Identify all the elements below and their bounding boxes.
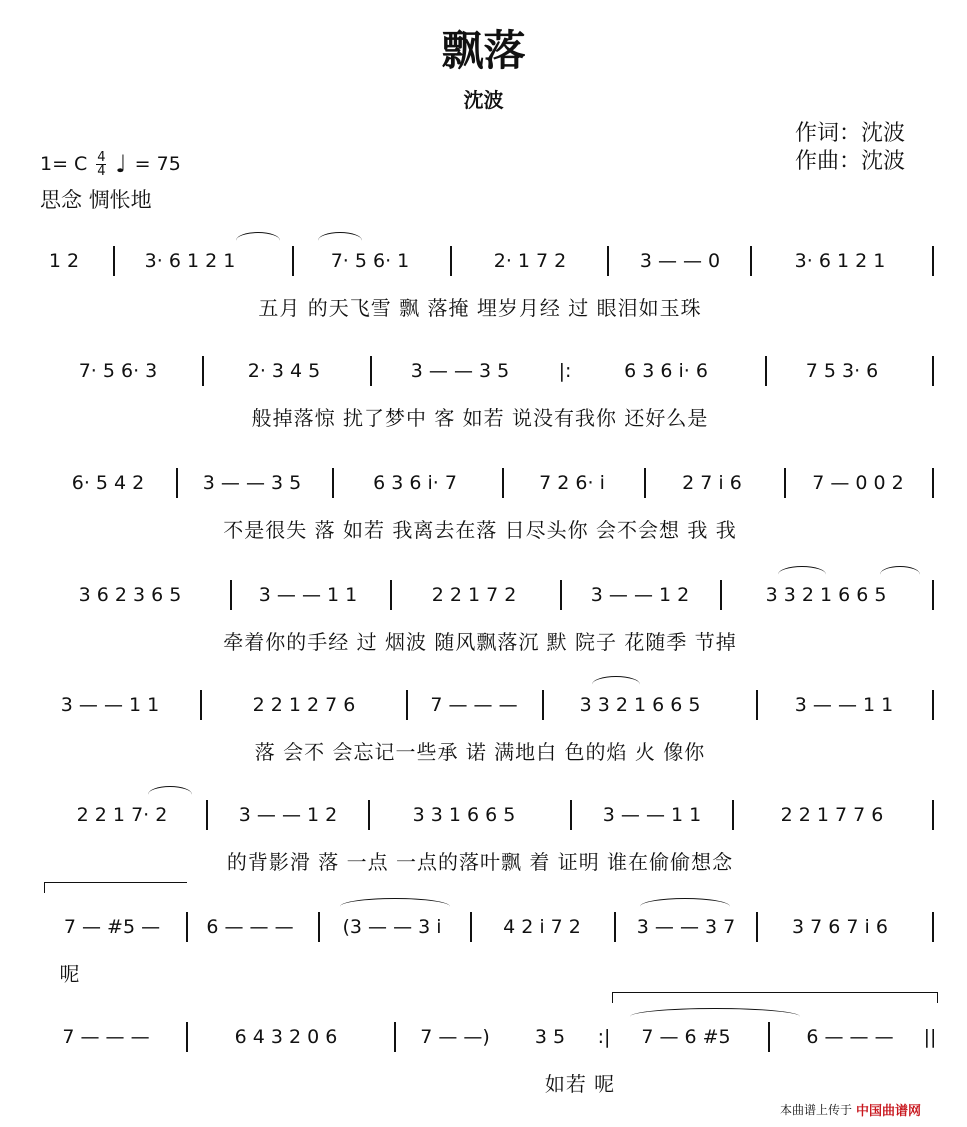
bar-line [292, 246, 294, 276]
notes-group: 7 — — — [62, 1026, 150, 1048]
notes-group: 3 3 2 1 6 6 5 [765, 584, 887, 606]
notes-group: 3 — — 0 [639, 250, 721, 272]
volta-2-bracket [612, 992, 938, 1003]
bar-line [206, 800, 208, 830]
notes-line-8 [40, 1022, 940, 1066]
bar-line [784, 468, 786, 498]
notes-group: 3· 6 1 2 1 [794, 250, 886, 272]
notes-group: 3 3 2 1 6 6 5 [579, 694, 701, 716]
notes-group: 3 7 6 7 i 6 [792, 916, 888, 938]
notes-line-3 [40, 468, 940, 512]
time-signature [96, 151, 106, 178]
lyrics-text: 呢 [59, 962, 81, 986]
time-numerator: 4 [97, 149, 106, 165]
notes-group: 2 2 1 7 2 [431, 584, 517, 606]
bar-line [318, 912, 320, 942]
song-subtitle: 沈波 [463, 88, 504, 112]
bar-line [560, 580, 562, 610]
upload-footer [780, 1100, 921, 1119]
bar-line [502, 468, 504, 498]
notes-group: 1 2 [48, 250, 80, 272]
notes-group: 3· 6 1 2 1 [144, 250, 236, 272]
bar-line [542, 690, 544, 720]
composer-credit: 作曲：沈波 [795, 149, 906, 174]
bar-line [450, 246, 452, 276]
bar-line [932, 246, 934, 276]
notes-group: 7 — 6 #5 [641, 1026, 731, 1048]
lyrics-text: 的背影滑 落 一点 一点的落叶飘 着 证明 谁在偷偷想念 [226, 850, 734, 874]
notes-group: 3 — — 1 1 [60, 694, 160, 716]
notes-group: 7 — #5 — [63, 916, 161, 938]
notes-group: 6· 5 4 2 [71, 472, 145, 494]
notes-group: 3 — — 3 5 [202, 472, 302, 494]
notes-group: 7 5 3· 6 [805, 360, 879, 382]
notes-group: 7 — 0 0 2 [812, 472, 904, 494]
bar-line [756, 912, 758, 942]
bar-line [186, 1022, 188, 1052]
bar-line [200, 690, 202, 720]
notes-group: 2· 1 7 2 [493, 250, 567, 272]
bar-line [614, 912, 616, 942]
lyrics-text: 不是很失 落 如若 我离去在落 日尽头你 会不会想 我 我 [223, 518, 737, 542]
bar-line [932, 468, 934, 498]
lyrics-line-3 [40, 514, 940, 542]
lyrics-text: 如若 呢 [544, 1072, 616, 1096]
bar-line [932, 580, 934, 610]
notes-line-7 [40, 912, 940, 956]
bar-line [406, 690, 408, 720]
lyrics-text: 落 会不 会忘记一些承 诺 满地白 色的焰 火 像你 [254, 740, 706, 764]
notes-group: 3 — — 3 5 [410, 360, 510, 382]
lyrics-line-6 [40, 846, 940, 874]
bar-line [768, 1022, 770, 1052]
notes-group: 6 3 6 i· 7 [373, 472, 457, 494]
repeat-start: |: [558, 360, 572, 382]
notes-group: 3 5 [534, 1026, 566, 1048]
lyrics-text: 五月 的天飞雪 飘 落掩 埋岁月经 过 眼泪如玉珠 [258, 296, 702, 320]
notes-group: 3 6 2 3 6 5 [78, 584, 182, 606]
volta-1-bracket [44, 882, 187, 893]
time-denominator: 4 [97, 163, 106, 179]
tempo-value: = 75 [134, 153, 181, 175]
slur [592, 676, 640, 693]
bar-line [732, 800, 734, 830]
notes-group: 3 — — 3 7 [636, 916, 736, 938]
footer-text: 本曲谱上传于 [780, 1103, 853, 1117]
key-signature [40, 150, 181, 178]
notes-group: 7 — — — [430, 694, 518, 716]
bar-line [202, 356, 204, 386]
slur [778, 566, 826, 583]
lyricist-credit: 作词：沈波 [795, 121, 906, 146]
slur [640, 898, 730, 915]
notes-group: 2 2 1 7 7 6 [780, 804, 884, 826]
lyrics-line-2 [40, 402, 940, 430]
notes-group: 4 2 i 7 2 [503, 916, 581, 938]
quarter-note-icon: ♩ [115, 150, 127, 178]
bar-line [470, 912, 472, 942]
bar-line [332, 468, 334, 498]
notes-group: (3 — — 3 i [342, 916, 442, 938]
bar-line [644, 468, 646, 498]
bar-line [932, 912, 934, 942]
notes-group: 3 — — 1 1 [258, 584, 358, 606]
lyrics-line-5 [40, 736, 940, 764]
final-barline: || [923, 1026, 937, 1048]
bar-line [932, 356, 934, 386]
notes-line-6 [40, 800, 940, 844]
notes-group: 7· 5 6· 3 [78, 360, 158, 382]
expression-mark: 思念 惆怅地 [40, 188, 152, 212]
notes-line-1 [40, 246, 940, 290]
repeat-end: :| [597, 1026, 611, 1048]
slur [318, 232, 362, 249]
notes-group: 7· 5 6· 1 [330, 250, 410, 272]
notes-line-5 [40, 690, 940, 734]
notes-line-2 [40, 356, 940, 400]
bar-line [932, 690, 934, 720]
notes-group: 3 3 1 6 6 5 [412, 804, 516, 826]
slur [236, 232, 280, 249]
bar-line [390, 580, 392, 610]
slur [630, 1008, 800, 1025]
notes-group: 2 2 1 2 7 6 [252, 694, 356, 716]
bar-line [932, 800, 934, 830]
bar-line [176, 468, 178, 498]
bar-line [394, 1022, 396, 1052]
lyrics-line-1 [40, 292, 940, 320]
notes-group: 3 — — 1 1 [602, 804, 702, 826]
notes-group: 3 — — 1 2 [238, 804, 338, 826]
lyrics-line-8 [40, 1068, 940, 1096]
notes-group: 2 2 1 7· 2 [76, 804, 168, 826]
notes-group: 7 2 6· i [539, 472, 605, 494]
notes-line-4 [40, 580, 940, 624]
lyrics-text: 牵着你的手经 过 烟波 随风飘落沉 默 院子 花随季 节掉 [223, 630, 737, 654]
notes-group: 3 — — 1 1 [794, 694, 894, 716]
bar-line [750, 246, 752, 276]
bar-line [720, 580, 722, 610]
lyrics-text: 般掉落惊 扰了梦中 客 如若 说没有我你 还好么是 [251, 406, 709, 430]
site-logo: 中国曲谱网 [856, 1104, 922, 1119]
song-title: 飘落 [441, 26, 526, 75]
bar-line [370, 356, 372, 386]
notes-group: 6 — — — [806, 1026, 894, 1048]
notes-group: 6 3 6 i· 6 [624, 360, 708, 382]
lyrics-line-4 [40, 626, 940, 654]
notes-group: 2 7 i 6 [682, 472, 742, 494]
bar-line [230, 580, 232, 610]
notes-group: 6 4 3 2 0 6 [234, 1026, 338, 1048]
notes-group: 7 — —) [420, 1026, 490, 1048]
bar-line [570, 800, 572, 830]
bar-line [186, 912, 188, 942]
notes-group: 2· 3 4 5 [247, 360, 321, 382]
slur [340, 898, 450, 915]
notes-group: 3 — — 1 2 [590, 584, 690, 606]
bar-line [765, 356, 767, 386]
lyrics-line-7 [40, 958, 940, 986]
bar-line [756, 690, 758, 720]
bar-line [368, 800, 370, 830]
slur [880, 566, 920, 583]
slur [148, 786, 192, 803]
notes-group: 6 — — — [206, 916, 294, 938]
bar-line [607, 246, 609, 276]
bar-line [113, 246, 115, 276]
key-label: 1= C [40, 153, 88, 175]
